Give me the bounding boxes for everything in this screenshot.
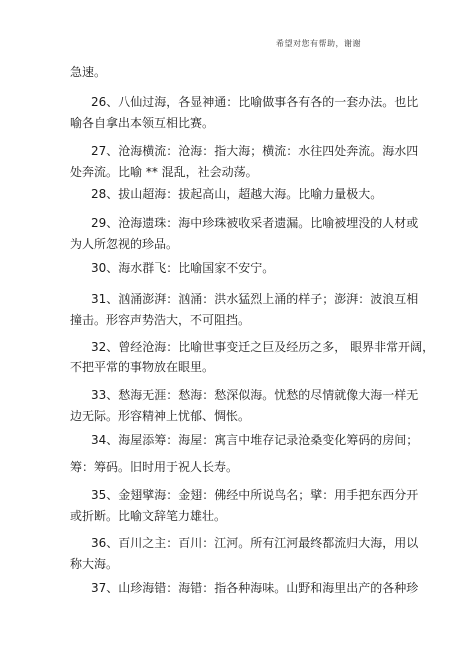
text-line: 33、愁海无涯：愁海：愁深似海。忧愁的尽情就像大海一样无 bbox=[91, 388, 419, 402]
text-line: 36、百川之主：百川：江河。所有江河最终都流归大海，用以 bbox=[91, 536, 419, 550]
text-line: 或折断。比喻文辞笔力雄壮。 bbox=[70, 509, 227, 523]
text-line: 喻各自拿出本领互相比赛。 bbox=[70, 116, 215, 130]
text-line: 为人所忽视的珍品。 bbox=[70, 237, 179, 251]
text-line: 不把平常的事物放在眼里。 bbox=[70, 360, 215, 374]
text-line: 28、拔山超海：拔起高山，超越大海。比喻力量极大。 bbox=[91, 187, 383, 201]
text-line: 37、山珍海错：海错：指各种海味。山野和海里出产的各种珍 bbox=[91, 581, 419, 595]
text-line: 处奔流。比喻 ** 混乱，社会动荡。 bbox=[70, 165, 258, 179]
text-line: 35、金翅擘海：金翅：佛经中所说鸟名；擘：用手把东西分开 bbox=[91, 488, 419, 502]
text-line: 27、沧海横流：沧海：指大海；横流：水往四处奔流。海水四 bbox=[91, 144, 419, 158]
text-line: 34、海屋添筹：海屋：寓言中堆存记录沧桑变化筹码的房间； bbox=[91, 433, 419, 447]
text-line: 30、海水群飞：比喻国家不安宁。 bbox=[91, 261, 275, 275]
text-line: 撞击。形容声势浩大，不可阻挡。 bbox=[70, 313, 251, 327]
text-line: 称大海。 bbox=[70, 557, 119, 571]
text-line: 急速。 bbox=[70, 65, 107, 79]
text-line: 筹：筹码。旧时用于祝人长寿。 bbox=[70, 460, 239, 474]
text-line: 29、沧海遗珠：海中珍珠被收采者遗漏。比喻被埋没的人材或 bbox=[91, 216, 419, 230]
header-note: 希望对您有帮助，谢谢 bbox=[276, 39, 361, 48]
text-line: 边无际。形容精神上忧郁、惆怅。 bbox=[70, 409, 251, 423]
text-line: 26、八仙过海，各显神通：比喻做事各有各的一套办法。也比 bbox=[91, 95, 419, 109]
text-line: 32、曾经沧海：比喻世事变迁之巨及经历之多， 眼界非常开阔， bbox=[91, 340, 435, 354]
text-line: 31、汹涌澎湃：汹涌：洪水猛烈上涌的样子；澎湃：波浪互相 bbox=[91, 292, 419, 306]
